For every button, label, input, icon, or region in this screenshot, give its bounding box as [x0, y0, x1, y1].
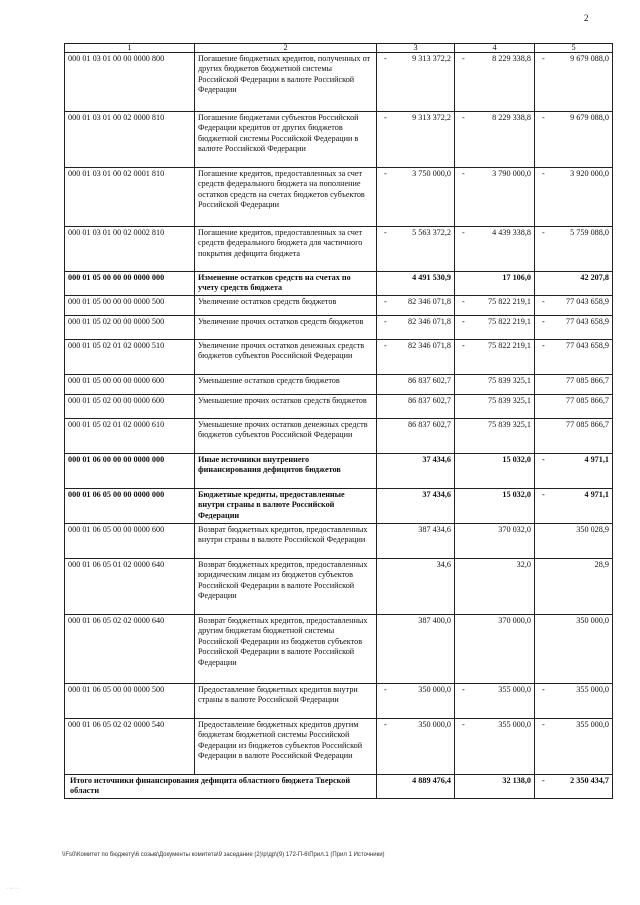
cell-value: 5 759 088,0 — [570, 228, 609, 237]
value-col-5 — [535, 395, 613, 419]
value-col-5 — [535, 489, 613, 524]
value-col-3 — [377, 272, 455, 296]
cell-value: 355 000,0 — [498, 720, 531, 729]
value-col-3 — [377, 419, 455, 454]
cell-value: 370 032,0 — [498, 525, 531, 534]
total-col-5 — [535, 775, 613, 799]
value-col-5 — [535, 615, 613, 684]
value-col-5 — [535, 454, 613, 489]
value-col-4 — [455, 272, 535, 296]
table-row — [65, 454, 613, 489]
cell-value: 5 563 372,2 — [412, 228, 451, 237]
cell-value: 355 000,0 — [576, 720, 609, 729]
total-col-4 — [455, 775, 535, 799]
cell-value: 17 106,0 — [502, 273, 531, 282]
value-col-3 — [377, 615, 455, 684]
value-col-4 — [455, 53, 535, 112]
cell-value: 2 350 434,7 — [570, 776, 609, 785]
minus-sign: - — [384, 341, 387, 350]
value-col-5 — [535, 227, 613, 272]
minus-sign: - — [462, 685, 465, 694]
value-col-4 — [455, 615, 535, 684]
value-col-3 — [377, 340, 455, 375]
cell-value: 370 000,0 — [498, 616, 531, 625]
table-row — [65, 719, 613, 775]
value-col-3 — [377, 112, 455, 168]
table-row — [65, 395, 613, 419]
value-col-3 — [377, 168, 455, 227]
cell-value: 75 822 219,1 — [488, 317, 531, 326]
total-row — [65, 775, 613, 799]
cell-value: 82 346 071,8 — [408, 297, 451, 306]
value-col-5 — [535, 340, 613, 375]
item-name-cell: Уменьшение остатков средств бюджетов — [195, 375, 377, 395]
item-name-cell: Изменение остатков средств на счетах по учету средств бюджета — [195, 272, 377, 296]
cell-value: 387 400,0 — [418, 616, 451, 625]
item-name-cell: Погашение кредитов, предоставленных за счет средств федерального бюджета для частичного покрытия дефицита бюджета — [195, 227, 377, 272]
item-name-cell: Бюджетные кредиты, предоставленные внутри страны в валюте Российской Федерации — [195, 489, 377, 524]
cell-value: 34,6 — [436, 560, 451, 569]
minus-sign: - — [542, 169, 545, 178]
cell-value: 82 346 071,8 — [408, 341, 451, 350]
minus-sign: - — [542, 720, 545, 729]
table-row — [65, 340, 613, 375]
value-col-3 — [377, 524, 455, 559]
cell-value: 9 313 372,2 — [412, 113, 451, 122]
item-name-cell: Погашение бюджетных кредитов, полученных от других бюджетов бюджетной системы Российской Федерации в валюте Российской Федерации — [195, 53, 377, 112]
minus-sign: - — [542, 228, 545, 237]
minus-sign: - — [542, 776, 545, 785]
item-name-cell: Увеличение прочих остатков средств бюджетов — [195, 316, 377, 340]
cell-value: 15 032,0 — [502, 490, 531, 499]
cell-value: 4 971,1 — [584, 455, 609, 464]
minus-sign: - — [384, 169, 387, 178]
table-row — [65, 524, 613, 559]
value-col-3 — [377, 559, 455, 615]
cell-value: 75 822 219,1 — [488, 297, 531, 306]
cell-value: 350 000,0 — [576, 616, 609, 625]
value-col-3 — [377, 53, 455, 112]
value-col-5 — [535, 559, 613, 615]
header-row — [65, 44, 613, 53]
cell-value: 9 679 088,0 — [570, 113, 609, 122]
minus-sign: - — [384, 297, 387, 306]
minus-sign: - — [462, 297, 465, 306]
budget-code-cell: 000 01 05 00 00 00 0000 600 — [65, 375, 195, 395]
table-row — [65, 53, 613, 112]
item-name-cell: Увеличение остатков средств бюджетов — [195, 296, 377, 316]
budget-code-cell: 000 01 06 05 02 02 0000 540 — [65, 719, 195, 775]
table-row — [65, 419, 613, 454]
cell-value: 75 839 325,1 — [488, 420, 531, 429]
minus-sign: - — [542, 317, 545, 326]
cell-value: 350 000,0 — [418, 720, 451, 729]
cell-value: 32,0 — [516, 560, 531, 569]
value-col-5 — [535, 375, 613, 395]
budget-code-cell: 000 01 05 00 00 00 0000 500 — [65, 296, 195, 316]
value-col-4 — [455, 340, 535, 375]
budget-code-cell: 000 01 06 05 01 02 0000 640 — [65, 559, 195, 615]
value-col-3 — [377, 316, 455, 340]
cell-value: 350 000,0 — [418, 685, 451, 694]
cell-value: 82 346 071,8 — [408, 317, 451, 326]
value-col-4 — [455, 375, 535, 395]
value-col-4 — [455, 524, 535, 559]
budget-code-cell: 000 01 03 01 00 02 0002 810 — [65, 227, 195, 272]
minus-sign: - — [384, 54, 387, 63]
item-name-cell: Предоставление бюджетных кредитов другим бюджетам бюджетной системы Российской Федерации из бюджетов субъектов Российской Федерации в валюте Российской Федерации — [195, 719, 377, 775]
minus-sign: - — [384, 228, 387, 237]
budget-code-cell: 000 01 03 01 00 02 0001 810 — [65, 168, 195, 227]
value-col-5 — [535, 53, 613, 112]
cell-value: 86 837 602,7 — [408, 396, 451, 405]
scan-mark: · ·· ·· — [6, 886, 19, 892]
cell-value: 8 229 338,8 — [492, 113, 531, 122]
cell-value: 77 085 866,7 — [566, 420, 609, 429]
item-name-cell: Погашение бюджетами субъектов Российской Федерации кредитов от других бюджетов бюджетной системы Российской Федерации в валюте Российской Федерации — [195, 112, 377, 168]
cell-value: 8 229 338,8 — [492, 54, 531, 63]
table-row — [65, 375, 613, 395]
cell-value: 37 434,6 — [422, 490, 451, 499]
cell-value: 77 043 658,9 — [566, 297, 609, 306]
value-col-5 — [535, 524, 613, 559]
budget-code-cell: 000 01 05 02 00 00 0000 600 — [65, 395, 195, 419]
budget-code-cell: 000 01 05 00 00 00 0000 000 — [65, 272, 195, 296]
sources-table — [64, 43, 613, 799]
cell-value: 9 313 372,2 — [412, 54, 451, 63]
cell-value: 77 085 866,7 — [566, 396, 609, 405]
header-col-3: 3 — [377, 44, 455, 53]
value-col-3 — [377, 489, 455, 524]
cell-value: 4 439 338,8 — [492, 228, 531, 237]
minus-sign: - — [384, 113, 387, 122]
minus-sign: - — [462, 54, 465, 63]
value-col-3 — [377, 395, 455, 419]
value-col-3 — [377, 719, 455, 775]
item-name-cell: Возврат бюджетных кредитов, предоставленных внутри страны в валюте Российской Федерации — [195, 524, 377, 559]
cell-value: 77 043 658,9 — [566, 317, 609, 326]
minus-sign: - — [542, 455, 545, 464]
cell-value: 42 207,8 — [580, 273, 609, 282]
footer-file-path: \\Fs0\Комитет по бюджету\6 созыв\Документы комитета\9 заседание (2)\р\др\(9) 172-П-6\Прил.1 (Прил 1 Источники) — [62, 852, 385, 858]
cell-value: 355 000,0 — [576, 685, 609, 694]
cell-value: 4 889 476,4 — [412, 776, 451, 785]
item-name-cell: Возврат бюджетных кредитов, предоставленных юридическим лицам из бюджетов субъектов Российской Федерации в валюте Российской Федерации — [195, 559, 377, 615]
value-col-4 — [455, 559, 535, 615]
value-col-3 — [377, 684, 455, 719]
cell-value: 3 750 000,0 — [412, 169, 451, 178]
value-col-5 — [535, 296, 613, 316]
table-row — [65, 168, 613, 227]
minus-sign: - — [542, 113, 545, 122]
minus-sign: - — [384, 317, 387, 326]
cell-value: 28,9 — [594, 560, 609, 569]
table-row — [65, 316, 613, 340]
total-label: Итого источники финансирования дефицита областного бюджета Тверской области — [65, 775, 377, 799]
cell-value: 4 971,1 — [584, 490, 609, 499]
header-col-5: 5 — [535, 44, 613, 53]
item-name-cell: Увеличение прочих остатков денежных средств бюджетов субъектов Российской Федерации — [195, 340, 377, 375]
cell-value: 77 085 866,7 — [566, 376, 609, 385]
item-name-cell: Предоставление бюджетных кредитов внутри страны в валюте Российской Федерации — [195, 684, 377, 719]
cell-value: 350 028,9 — [576, 525, 609, 534]
value-col-4 — [455, 419, 535, 454]
header-col-4: 4 — [455, 44, 535, 53]
value-col-5 — [535, 719, 613, 775]
cell-value: 75 839 325,1 — [488, 396, 531, 405]
table-row — [65, 112, 613, 168]
cell-value: 75 822 219,1 — [488, 341, 531, 350]
budget-code-cell: 000 01 05 02 00 00 0000 500 — [65, 316, 195, 340]
value-col-4 — [455, 395, 535, 419]
minus-sign: - — [462, 317, 465, 326]
item-name-cell: Иные источники внутреннего финансирования дефицитов бюджетов — [195, 454, 377, 489]
budget-code-cell: 000 01 06 05 00 00 0000 500 — [65, 684, 195, 719]
item-name-cell: Погашение кредитов, предоставленных за счет средств федерального бюджета на пополнение остатков средств на счетах бюджетов субъектов Российской Федерации — [195, 168, 377, 227]
cell-value: 32 138,0 — [502, 776, 531, 785]
table-row — [65, 227, 613, 272]
value-col-3 — [377, 227, 455, 272]
budget-code-cell: 000 01 06 05 02 02 0000 640 — [65, 615, 195, 684]
cell-value: 86 837 602,7 — [408, 420, 451, 429]
header-col-1: 1 — [65, 44, 195, 53]
table-row — [65, 684, 613, 719]
cell-value: 3 790 000,0 — [492, 169, 531, 178]
minus-sign: - — [462, 341, 465, 350]
value-col-5 — [535, 112, 613, 168]
value-col-4 — [455, 316, 535, 340]
budget-code-cell: 000 01 03 01 00 00 0000 800 — [65, 53, 195, 112]
minus-sign: - — [542, 297, 545, 306]
value-col-4 — [455, 296, 535, 316]
value-col-4 — [455, 454, 535, 489]
cell-value: 15 032,0 — [502, 455, 531, 464]
budget-code-cell: 000 01 03 01 00 02 0000 810 — [65, 112, 195, 168]
value-col-5 — [535, 684, 613, 719]
value-col-5 — [535, 272, 613, 296]
minus-sign: - — [384, 685, 387, 694]
minus-sign: - — [542, 685, 545, 694]
minus-sign: - — [462, 228, 465, 237]
page-number: 2 — [584, 13, 589, 23]
value-col-5 — [535, 419, 613, 454]
value-col-3 — [377, 296, 455, 316]
item-name-cell: Возврат бюджетных кредитов, предоставленных другим бюджетам бюджетной системы Российской Федерации из бюджетов субъектов Российской Федерации в валюте Российской Федерации — [195, 615, 377, 684]
value-col-3 — [377, 375, 455, 395]
budget-code-cell: 000 01 05 02 01 02 0000 610 — [65, 419, 195, 454]
cell-value: 77 043 658,9 — [566, 341, 609, 350]
cell-value: 9 679 088,0 — [570, 54, 609, 63]
cell-value: 355 000,0 — [498, 685, 531, 694]
value-col-4 — [455, 227, 535, 272]
minus-sign: - — [462, 113, 465, 122]
cell-value: 86 837 602,7 — [408, 376, 451, 385]
cell-value: 4 491 530,9 — [412, 273, 451, 282]
value-col-3 — [377, 454, 455, 489]
cell-value: 75 839 325,1 — [488, 376, 531, 385]
table-row — [65, 559, 613, 615]
table-row — [65, 272, 613, 296]
minus-sign: - — [462, 169, 465, 178]
item-name-cell: Уменьшение прочих остатков денежных средств бюджетов субъектов Российской Федерации — [195, 419, 377, 454]
cell-value: 37 434,6 — [422, 455, 451, 464]
budget-code-cell: 000 01 06 05 00 00 0000 600 — [65, 524, 195, 559]
table-row — [65, 489, 613, 524]
value-col-4 — [455, 719, 535, 775]
value-col-4 — [455, 112, 535, 168]
cell-value: 387 434,6 — [418, 525, 451, 534]
value-col-5 — [535, 168, 613, 227]
value-col-4 — [455, 489, 535, 524]
minus-sign: - — [542, 490, 545, 499]
item-name-cell: Уменьшение прочих остатков средств бюджетов — [195, 395, 377, 419]
value-col-4 — [455, 168, 535, 227]
budget-code-cell: 000 01 06 00 00 00 0000 000 — [65, 454, 195, 489]
table-row — [65, 296, 613, 316]
minus-sign: - — [462, 720, 465, 729]
minus-sign: - — [384, 720, 387, 729]
value-col-4 — [455, 684, 535, 719]
minus-sign: - — [542, 341, 545, 350]
budget-code-cell: 000 01 05 02 01 02 0000 510 — [65, 340, 195, 375]
header-col-2: 2 — [195, 44, 377, 53]
table-row — [65, 615, 613, 684]
total-col-3 — [377, 775, 455, 799]
cell-value: 3 920 000,0 — [570, 169, 609, 178]
minus-sign: - — [542, 54, 545, 63]
budget-code-cell: 000 01 06 05 00 00 0000 000 — [65, 489, 195, 524]
value-col-5 — [535, 316, 613, 340]
